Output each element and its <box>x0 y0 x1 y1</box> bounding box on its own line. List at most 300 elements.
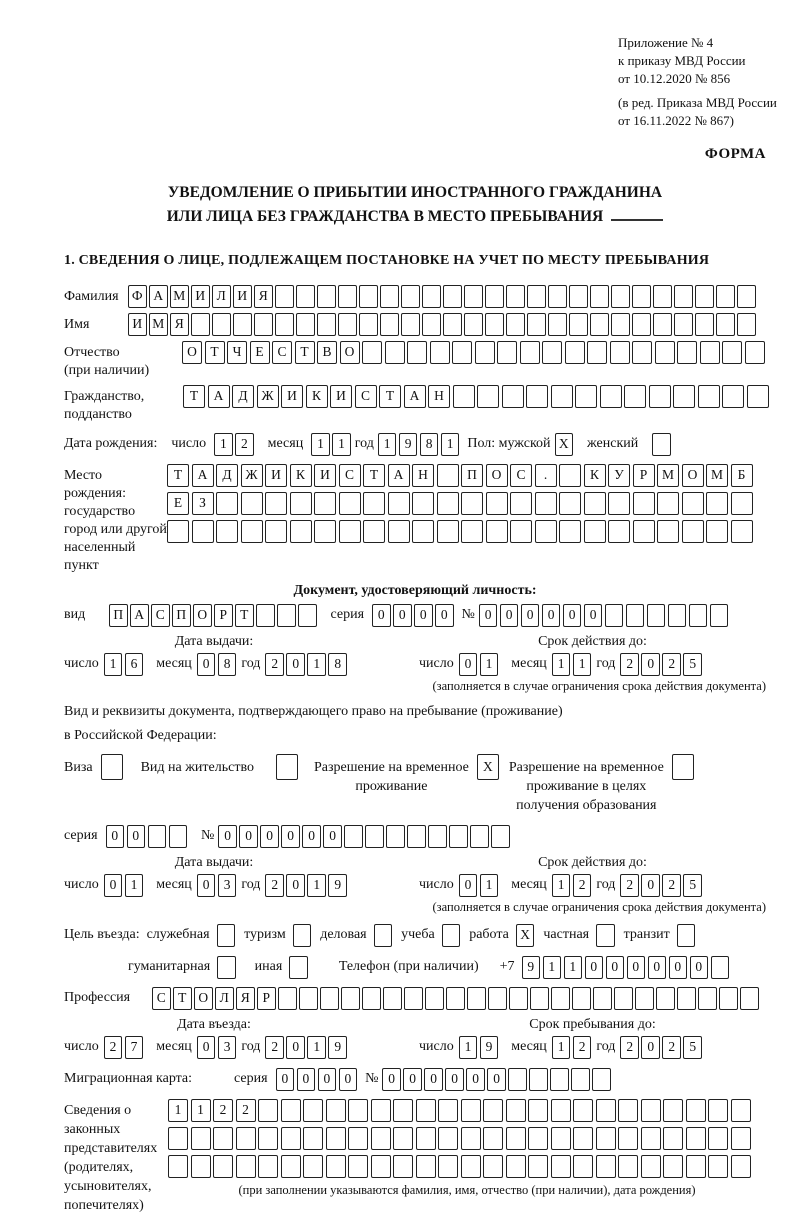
form-cell[interactable]: 0 <box>459 874 478 897</box>
form-cell[interactable] <box>656 987 675 1010</box>
form-cell[interactable] <box>404 987 423 1010</box>
form-cell[interactable] <box>527 285 546 308</box>
form-cell[interactable] <box>700 341 720 364</box>
form-cell[interactable] <box>386 825 405 848</box>
form-cell[interactable] <box>412 492 434 515</box>
form-cell[interactable] <box>716 313 735 336</box>
form-cell[interactable] <box>542 341 562 364</box>
form-cell[interactable] <box>722 341 742 364</box>
form-cell[interactable]: С <box>272 341 292 364</box>
form-cell[interactable]: Ж <box>257 385 279 408</box>
form-cell[interactable]: 0 <box>106 825 125 848</box>
form-cell[interactable]: 1 <box>441 433 460 456</box>
form-cell[interactable]: 0 <box>197 874 216 897</box>
form-cell[interactable] <box>169 825 188 848</box>
form-cell[interactable] <box>363 520 385 543</box>
form-cell[interactable] <box>608 520 630 543</box>
form-cell[interactable] <box>281 1127 301 1150</box>
form-cell[interactable] <box>590 285 609 308</box>
form-cell[interactable] <box>281 1099 301 1122</box>
form-cell[interactable] <box>483 1155 503 1178</box>
form-cell[interactable] <box>388 492 410 515</box>
form-cell[interactable] <box>571 1068 590 1091</box>
form-cell[interactable] <box>277 604 296 627</box>
form-cell[interactable] <box>559 492 581 515</box>
form-cell[interactable]: Я <box>254 285 273 308</box>
form-cell[interactable]: 7 <box>125 1036 144 1059</box>
form-cell[interactable] <box>673 385 695 408</box>
form-cell[interactable] <box>401 285 420 308</box>
form-cell[interactable]: 0 <box>606 956 625 979</box>
form-cell[interactable]: 2 <box>662 1036 681 1059</box>
form-cell[interactable]: 0 <box>276 1068 295 1091</box>
form-cell[interactable] <box>446 987 465 1010</box>
form-cell[interactable] <box>464 313 483 336</box>
form-cell[interactable]: 2 <box>573 1036 592 1059</box>
form-cell[interactable]: 2 <box>235 433 254 456</box>
form-cell[interactable]: П <box>172 604 191 627</box>
form-cell[interactable] <box>652 433 671 456</box>
form-cell[interactable] <box>596 924 615 947</box>
form-cell[interactable] <box>508 1068 527 1091</box>
form-cell[interactable] <box>509 987 528 1010</box>
form-cell[interactable] <box>303 1099 323 1122</box>
form-cell[interactable] <box>695 285 714 308</box>
form-cell[interactable] <box>213 1127 233 1150</box>
form-cell[interactable] <box>632 313 651 336</box>
form-cell[interactable] <box>467 987 486 1010</box>
form-cell[interactable]: 9 <box>399 433 418 456</box>
form-cell[interactable]: 1 <box>552 874 571 897</box>
form-cell[interactable] <box>565 341 585 364</box>
form-cell[interactable] <box>663 1155 683 1178</box>
form-cell[interactable]: 1 <box>307 1036 326 1059</box>
form-cell[interactable]: 3 <box>218 1036 237 1059</box>
form-cell[interactable]: А <box>149 285 168 308</box>
form-cell[interactable]: З <box>192 492 214 515</box>
form-cell[interactable] <box>326 1099 346 1122</box>
form-cell[interactable] <box>486 492 508 515</box>
form-cell[interactable] <box>338 313 357 336</box>
form-cell[interactable]: Е <box>250 341 270 364</box>
form-cell[interactable]: Ф <box>128 285 147 308</box>
form-cell[interactable] <box>483 1127 503 1150</box>
form-cell[interactable] <box>716 285 735 308</box>
form-cell[interactable] <box>217 924 236 947</box>
form-cell[interactable] <box>737 313 756 336</box>
form-cell[interactable] <box>686 1155 706 1178</box>
form-cell[interactable]: Ч <box>227 341 247 364</box>
form-cell[interactable] <box>641 1099 661 1122</box>
form-cell[interactable]: 1 <box>214 433 233 456</box>
form-cell[interactable]: 0 <box>297 1068 316 1091</box>
form-cell[interactable]: Н <box>428 385 450 408</box>
form-cell[interactable] <box>551 987 570 1010</box>
form-cell[interactable] <box>425 987 444 1010</box>
form-cell[interactable]: 1 <box>332 433 351 456</box>
form-cell[interactable]: 0 <box>260 825 279 848</box>
form-cell[interactable] <box>529 1068 548 1091</box>
form-cell[interactable] <box>527 313 546 336</box>
form-cell[interactable]: Я <box>170 313 189 336</box>
form-cell[interactable] <box>438 1099 458 1122</box>
form-cell[interactable] <box>698 987 717 1010</box>
form-cell[interactable]: М <box>170 285 189 308</box>
form-cell[interactable] <box>559 520 581 543</box>
form-cell[interactable] <box>548 313 567 336</box>
form-cell[interactable] <box>449 825 468 848</box>
form-cell[interactable] <box>569 313 588 336</box>
form-cell[interactable] <box>256 604 275 627</box>
form-cell[interactable] <box>265 492 287 515</box>
form-cell[interactable] <box>317 313 336 336</box>
form-cell[interactable]: 0 <box>487 1068 506 1091</box>
form-cell[interactable] <box>663 1099 683 1122</box>
form-cell[interactable] <box>437 492 459 515</box>
form-cell[interactable]: И <box>330 385 352 408</box>
form-cell[interactable] <box>647 604 666 627</box>
form-cell[interactable] <box>437 464 459 487</box>
form-cell[interactable] <box>488 987 507 1010</box>
form-cell[interactable] <box>236 1155 256 1178</box>
form-cell[interactable] <box>385 341 405 364</box>
form-cell[interactable]: О <box>340 341 360 364</box>
form-cell[interactable] <box>677 987 696 1010</box>
form-cell[interactable] <box>278 987 297 1010</box>
form-cell[interactable] <box>506 1127 526 1150</box>
form-cell[interactable]: О <box>486 464 508 487</box>
form-cell[interactable]: Р <box>214 604 233 627</box>
form-cell[interactable]: 0 <box>323 825 342 848</box>
form-cell[interactable]: 3 <box>218 874 237 897</box>
form-cell[interactable] <box>596 1155 616 1178</box>
form-cell[interactable] <box>592 1068 611 1091</box>
form-cell[interactable] <box>587 341 607 364</box>
form-cell[interactable] <box>380 313 399 336</box>
form-cell[interactable] <box>296 285 315 308</box>
form-cell[interactable]: 0 <box>318 1068 337 1091</box>
form-cell[interactable] <box>453 385 475 408</box>
form-cell[interactable] <box>241 492 263 515</box>
form-cell[interactable]: С <box>510 464 532 487</box>
form-cell[interactable] <box>530 987 549 1010</box>
form-cell[interactable]: 9 <box>328 874 347 897</box>
form-cell[interactable] <box>695 313 714 336</box>
form-cell[interactable]: 0 <box>239 825 258 848</box>
form-cell[interactable] <box>443 313 462 336</box>
form-cell[interactable]: Т <box>167 464 189 487</box>
form-cell[interactable] <box>213 1155 233 1178</box>
form-cell[interactable] <box>314 520 336 543</box>
form-cell[interactable] <box>422 313 441 336</box>
form-cell[interactable]: И <box>281 385 303 408</box>
form-cell[interactable] <box>528 1099 548 1122</box>
form-cell[interactable]: И <box>314 464 336 487</box>
form-cell[interactable] <box>610 341 630 364</box>
form-cell[interactable] <box>393 1127 413 1150</box>
form-cell[interactable] <box>633 492 655 515</box>
form-cell[interactable] <box>573 1099 593 1122</box>
form-cell[interactable]: С <box>152 987 171 1010</box>
form-cell[interactable]: 2 <box>236 1099 256 1122</box>
form-cell[interactable] <box>296 313 315 336</box>
form-cell[interactable] <box>731 1155 751 1178</box>
form-cell[interactable] <box>559 464 581 487</box>
form-cell[interactable] <box>383 987 402 1010</box>
form-cell[interactable]: 0 <box>424 1068 443 1091</box>
form-cell[interactable]: 2 <box>213 1099 233 1122</box>
form-cell[interactable] <box>338 285 357 308</box>
form-cell[interactable] <box>393 1155 413 1178</box>
form-cell[interactable] <box>649 385 671 408</box>
form-cell[interactable]: Б <box>731 464 753 487</box>
form-cell[interactable] <box>192 520 214 543</box>
form-cell[interactable]: X <box>555 433 574 456</box>
form-cell[interactable]: . <box>535 464 557 487</box>
form-cell[interactable] <box>535 492 557 515</box>
form-cell[interactable]: 0 <box>104 874 123 897</box>
form-cell[interactable]: И <box>128 313 147 336</box>
form-cell[interactable]: И <box>191 285 210 308</box>
form-cell[interactable] <box>289 956 308 979</box>
form-cell[interactable]: К <box>290 464 312 487</box>
form-cell[interactable]: 8 <box>328 653 347 676</box>
form-cell[interactable] <box>611 285 630 308</box>
form-cell[interactable]: 1 <box>311 433 330 456</box>
form-cell[interactable]: А <box>130 604 149 627</box>
form-cell[interactable]: О <box>194 987 213 1010</box>
form-cell[interactable]: 2 <box>265 653 284 676</box>
form-cell[interactable]: 1 <box>552 653 571 676</box>
form-cell[interactable]: Т <box>295 341 315 364</box>
form-cell[interactable] <box>348 1127 368 1150</box>
form-cell[interactable] <box>258 1099 278 1122</box>
form-cell[interactable]: 1 <box>307 874 326 897</box>
form-cell[interactable] <box>573 1155 593 1178</box>
form-cell[interactable]: Д <box>216 464 238 487</box>
form-cell[interactable] <box>320 987 339 1010</box>
form-cell[interactable] <box>101 754 123 780</box>
form-cell[interactable]: 0 <box>382 1068 401 1091</box>
form-cell[interactable]: Т <box>235 604 254 627</box>
form-cell[interactable] <box>371 1127 391 1150</box>
form-cell[interactable] <box>706 520 728 543</box>
form-cell[interactable]: М <box>149 313 168 336</box>
form-cell[interactable] <box>461 520 483 543</box>
form-cell[interactable] <box>526 385 548 408</box>
form-cell[interactable]: 2 <box>265 874 284 897</box>
form-cell[interactable]: 0 <box>127 825 146 848</box>
form-cell[interactable] <box>258 1127 278 1150</box>
form-cell[interactable] <box>731 1127 751 1150</box>
form-cell[interactable]: Т <box>363 464 385 487</box>
form-cell[interactable] <box>461 1099 481 1122</box>
form-cell[interactable] <box>416 1127 436 1150</box>
form-cell[interactable]: 1 <box>307 653 326 676</box>
form-cell[interactable] <box>191 1127 211 1150</box>
form-cell[interactable] <box>506 285 525 308</box>
form-cell[interactable]: 1 <box>459 1036 478 1059</box>
form-cell[interactable]: К <box>584 464 606 487</box>
form-cell[interactable] <box>412 520 434 543</box>
form-cell[interactable]: 0 <box>542 604 561 627</box>
form-cell[interactable] <box>708 1099 728 1122</box>
form-cell[interactable]: 6 <box>125 653 144 676</box>
form-cell[interactable] <box>236 1127 256 1150</box>
form-cell[interactable] <box>600 385 622 408</box>
form-cell[interactable] <box>326 1127 346 1150</box>
form-cell[interactable] <box>326 1155 346 1178</box>
form-cell[interactable] <box>575 385 597 408</box>
form-cell[interactable]: С <box>151 604 170 627</box>
form-cell[interactable]: А <box>388 464 410 487</box>
form-cell[interactable] <box>374 924 393 947</box>
form-cell[interactable] <box>443 285 462 308</box>
form-cell[interactable]: 0 <box>641 1036 660 1059</box>
form-cell[interactable] <box>362 987 381 1010</box>
form-cell[interactable] <box>276 754 298 780</box>
form-cell[interactable] <box>618 1155 638 1178</box>
form-cell[interactable]: 1 <box>480 874 499 897</box>
form-cell[interactable]: 0 <box>584 604 603 627</box>
form-cell[interactable] <box>401 313 420 336</box>
form-cell[interactable] <box>344 825 363 848</box>
form-cell[interactable] <box>293 924 312 947</box>
form-cell[interactable] <box>653 313 672 336</box>
form-cell[interactable] <box>731 1099 751 1122</box>
form-cell[interactable]: 2 <box>265 1036 284 1059</box>
form-cell[interactable]: 1 <box>573 653 592 676</box>
form-cell[interactable] <box>596 1099 616 1122</box>
form-cell[interactable]: 2 <box>662 653 681 676</box>
form-cell[interactable] <box>212 313 231 336</box>
form-cell[interactable] <box>682 492 704 515</box>
form-cell[interactable] <box>348 1099 368 1122</box>
form-cell[interactable] <box>461 1127 481 1150</box>
form-cell[interactable] <box>464 285 483 308</box>
form-cell[interactable] <box>275 313 294 336</box>
form-cell[interactable] <box>168 1155 188 1178</box>
form-cell[interactable] <box>708 1155 728 1178</box>
form-cell[interactable]: 5 <box>683 874 702 897</box>
form-cell[interactable]: 0 <box>669 956 688 979</box>
form-cell[interactable] <box>477 385 499 408</box>
form-cell[interactable] <box>217 956 236 979</box>
form-cell[interactable] <box>168 1127 188 1150</box>
form-cell[interactable] <box>299 987 318 1010</box>
form-cell[interactable] <box>298 604 317 627</box>
form-cell[interactable] <box>241 520 263 543</box>
form-cell[interactable] <box>491 825 510 848</box>
form-cell[interactable]: 5 <box>683 1036 702 1059</box>
form-cell[interactable] <box>520 341 540 364</box>
form-cell[interactable] <box>618 1127 638 1150</box>
form-cell[interactable] <box>216 520 238 543</box>
form-cell[interactable] <box>528 1155 548 1178</box>
form-cell[interactable]: 0 <box>281 825 300 848</box>
form-cell[interactable]: Т <box>173 987 192 1010</box>
form-cell[interactable] <box>461 492 483 515</box>
form-cell[interactable] <box>428 825 447 848</box>
form-cell[interactable] <box>655 341 675 364</box>
form-cell[interactable]: П <box>109 604 128 627</box>
form-cell[interactable] <box>348 1155 368 1178</box>
form-cell[interactable] <box>290 492 312 515</box>
form-cell[interactable] <box>632 285 651 308</box>
form-cell[interactable]: И <box>233 285 252 308</box>
form-cell[interactable]: 9 <box>328 1036 347 1059</box>
form-cell[interactable] <box>275 285 294 308</box>
form-cell[interactable]: 1 <box>378 433 397 456</box>
form-cell[interactable] <box>483 1099 503 1122</box>
form-cell[interactable] <box>191 313 210 336</box>
form-cell[interactable] <box>711 956 730 979</box>
form-cell[interactable]: 0 <box>372 604 391 627</box>
form-cell[interactable] <box>682 520 704 543</box>
form-cell[interactable] <box>674 313 693 336</box>
form-cell[interactable] <box>416 1155 436 1178</box>
form-cell[interactable] <box>668 604 687 627</box>
form-cell[interactable] <box>584 520 606 543</box>
form-cell[interactable]: 1 <box>104 653 123 676</box>
form-cell[interactable] <box>290 520 312 543</box>
form-cell[interactable] <box>216 492 238 515</box>
form-cell[interactable] <box>416 1099 436 1122</box>
form-cell[interactable] <box>148 825 167 848</box>
form-cell[interactable] <box>632 341 652 364</box>
form-cell[interactable] <box>191 1155 211 1178</box>
form-cell[interactable]: С <box>339 464 361 487</box>
form-cell[interactable] <box>657 520 679 543</box>
form-cell[interactable]: А <box>208 385 230 408</box>
form-cell[interactable]: 1 <box>191 1099 211 1122</box>
form-cell[interactable]: 0 <box>302 825 321 848</box>
form-cell[interactable] <box>407 825 426 848</box>
form-cell[interactable] <box>359 313 378 336</box>
form-cell[interactable] <box>590 313 609 336</box>
form-cell[interactable] <box>393 1099 413 1122</box>
form-cell[interactable] <box>486 520 508 543</box>
form-cell[interactable]: 0 <box>197 653 216 676</box>
form-cell[interactable] <box>461 1155 481 1178</box>
form-cell[interactable] <box>633 520 655 543</box>
form-cell[interactable]: 5 <box>683 653 702 676</box>
form-cell[interactable] <box>686 1127 706 1150</box>
form-cell[interactable] <box>745 341 765 364</box>
form-cell[interactable]: 2 <box>104 1036 123 1059</box>
form-cell[interactable] <box>677 924 696 947</box>
form-cell[interactable] <box>548 285 567 308</box>
form-cell[interactable]: 0 <box>500 604 519 627</box>
form-cell[interactable] <box>437 520 459 543</box>
form-cell[interactable] <box>167 520 189 543</box>
form-cell[interactable]: М <box>657 464 679 487</box>
form-cell[interactable]: 0 <box>690 956 709 979</box>
form-cell[interactable]: 0 <box>563 604 582 627</box>
form-cell[interactable] <box>596 1127 616 1150</box>
form-cell[interactable] <box>731 492 753 515</box>
form-cell[interactable]: 0 <box>641 874 660 897</box>
form-cell[interactable]: 9 <box>480 1036 499 1059</box>
form-cell[interactable]: П <box>461 464 483 487</box>
form-cell[interactable] <box>641 1127 661 1150</box>
form-cell[interactable]: 0 <box>479 604 498 627</box>
form-cell[interactable]: И <box>265 464 287 487</box>
form-cell[interactable] <box>407 341 427 364</box>
form-cell[interactable] <box>314 492 336 515</box>
form-cell[interactable] <box>706 492 728 515</box>
form-cell[interactable]: У <box>608 464 630 487</box>
